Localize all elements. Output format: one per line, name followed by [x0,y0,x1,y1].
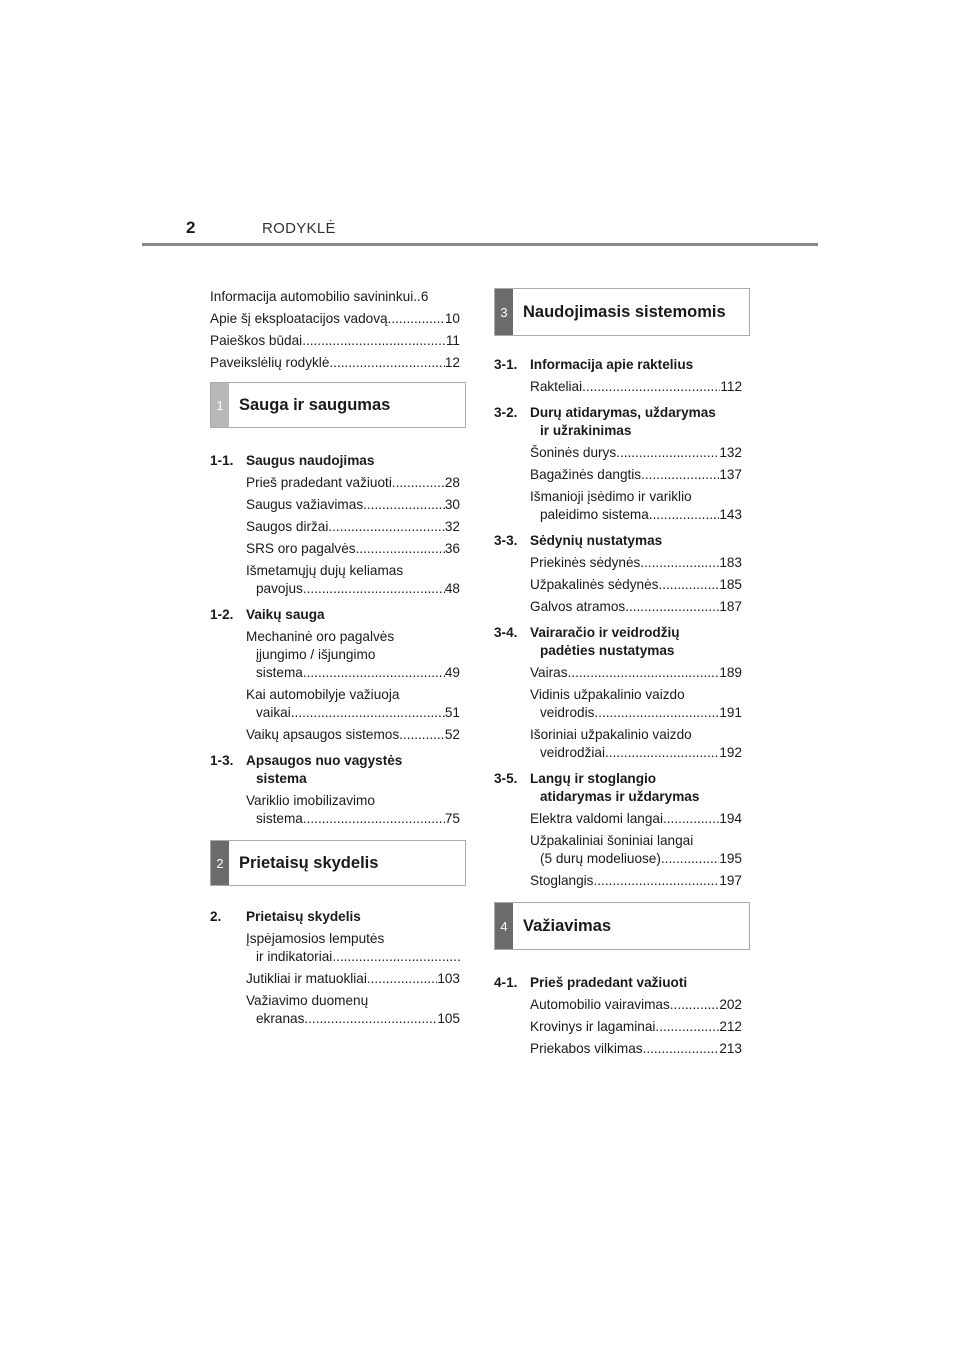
toc-entry[interactable] [210,930,460,966]
entry-text: Bagažinės dangtis [530,467,642,482]
section-1-1[interactable] [210,452,460,470]
toc-entry[interactable] [494,664,742,682]
entry-text: veidrodis [540,705,595,720]
entry-page: 36 [444,541,460,556]
toc-entry[interactable] [210,726,460,744]
toc-entry[interactable] [494,686,742,722]
toc-entry[interactable] [494,810,742,828]
toc-right-column [494,288,742,1058]
section-title: Vaikų sauga [246,607,325,622]
entry-page: 183 [719,555,742,570]
entry-page: 192 [719,745,742,760]
intro-item[interactable] [210,286,460,308]
entry-page: 212 [719,1019,742,1034]
entry-text: Krovinys ir lagaminai [530,1019,656,1034]
dot-leader [392,474,445,492]
entry-text: Rakteliai [530,379,583,394]
page-header-title: RODYKLĖ [262,220,336,237]
dot-leader [594,704,719,722]
section-1-2[interactable] [210,606,460,624]
entry-page: 30 [444,497,460,512]
dot-leader [568,664,720,682]
dot-leader [302,330,446,352]
entry-text: Užpakaliniai šoniniai langai [530,833,694,848]
dot-leader [582,378,720,396]
dot-leader [663,810,719,828]
entry-page: 202 [719,997,742,1012]
entry-page: 194 [719,811,742,826]
toc-entry[interactable] [494,488,742,524]
section-title: Prieš pradedant važiuoti [530,975,688,990]
dot-leader [661,850,719,868]
section-number: 3-5. [494,771,518,786]
entry-page: 105 [437,1011,460,1026]
section-3-4[interactable] [494,624,742,660]
dot-leader [303,810,445,828]
dot-leader [388,308,445,330]
entry-text: Prieš pradedant važiuoti [246,475,392,490]
entry-page: 10 [444,311,460,326]
entry-text: Elektra valdomi langai [530,811,663,826]
section-title-cont: sistema [256,771,307,786]
intro-item[interactable] [210,330,460,352]
section-3-3[interactable] [494,532,742,550]
toc-entry[interactable] [210,686,460,722]
entry-page: 75 [444,811,460,826]
section-3-2[interactable] [494,404,742,440]
section-title: Apsaugos nuo vagystės [246,753,403,768]
entry-text: sistema [256,811,303,826]
page-number: 2 [186,218,196,237]
section-2[interactable] [210,908,460,926]
entry-page: 185 [719,577,742,592]
chapter-2-title: Prietaisų skydelis [239,853,379,872]
section-4-1[interactable] [494,974,742,992]
section-title-cont: padėties nustatymas [540,643,675,658]
entry-page: 112 [720,379,742,394]
chapter-4-tab: 4 [495,903,513,949]
entry-page: 51 [444,705,460,720]
toc-entry[interactable] [494,378,742,396]
entry-text: Paveikslėlių rodyklė [210,355,330,370]
toc-entry[interactable] [210,474,460,492]
entry-text: vaikai [256,705,291,720]
dot-leader [303,664,445,682]
toc-entry[interactable] [494,466,742,484]
entry-text: Priekinės sėdynės [530,555,641,570]
toc-entry[interactable] [494,598,742,616]
toc-entry[interactable] [494,1018,742,1036]
entry-page: 12 [444,355,460,370]
entry-page: 187 [719,599,742,614]
section-number: 3-3. [494,533,518,548]
toc-entry[interactable] [494,554,742,572]
entry-page: 49 [444,665,460,680]
entry-text: Informacija automobilio savininkui [210,289,414,304]
dot-leader [367,970,437,988]
section-title: Durų atidarymas, uždarymas [530,405,716,420]
dot-leader [399,726,445,744]
entry-text: Variklio imobilizavimo [246,793,375,808]
entry-text: Įspėjamosios lemputės [246,931,385,946]
intro-item[interactable] [210,352,460,374]
toc-entry[interactable] [494,996,742,1014]
entry-text: Apie šį eksploatacijos vadovą [210,311,388,326]
toc-left-column [210,286,460,1028]
dot-leader [304,1010,437,1028]
chapter-3-box[interactable] [494,288,750,336]
intro-list [210,286,460,374]
chapter-1-box[interactable] [210,382,466,428]
section-number: 4-1. [494,975,518,990]
toc-entry[interactable] [210,540,460,558]
toc-entry[interactable] [210,792,460,828]
chapter-4-box[interactable] [494,902,750,950]
dot-leader [303,580,445,598]
section-title: Saugus naudojimas [246,453,375,468]
entry-text: Vidinis užpakalinio vaizdo [530,687,685,702]
dot-leader [605,744,719,762]
intro-item[interactable] [210,308,460,330]
toc-entry[interactable] [210,562,460,598]
entry-text: Važiavimo duomenų [246,993,369,1008]
section-title-cont: ir užrakinimas [540,423,632,438]
toc-entry[interactable] [494,726,742,762]
toc-entry[interactable] [210,628,460,682]
entry-text: SRS oro pagalvės [246,541,356,556]
entry-page: 52 [444,727,460,742]
toc-entry[interactable] [210,992,460,1028]
section-3-1[interactable] [494,356,742,374]
dot-leader [616,444,719,462]
entry-text: Galvos atramos [530,599,626,614]
toc-entry[interactable] [494,1040,742,1058]
entry-text: Saugos diržai [246,519,329,534]
toc-entry[interactable] [494,832,742,868]
entry-text: pavojus [256,581,303,596]
dot-leader [640,554,719,572]
dot-leader [643,1040,720,1058]
entry-text: Automobilio vairavimas [530,997,670,1012]
entry-page: 32 [444,519,460,534]
toc-entry[interactable] [210,518,460,536]
section-title: Sėdynių nustatymas [530,533,663,548]
entry-page: 28 [444,475,460,490]
dot-leader [649,506,720,524]
section-title: Vairaračio ir veidrodžių [530,625,680,640]
entry-page: 191 [719,705,742,720]
dot-leader [625,598,719,616]
dot-leader [593,872,719,890]
entry-dots: .. [413,289,421,304]
toc-entry[interactable] [494,872,742,890]
entry-page: 213 [719,1041,742,1056]
dot-leader [356,540,445,558]
dot-leader [670,996,720,1014]
toc-entry[interactable] [210,496,460,514]
entry-text: Užpakalinės sėdynės [530,577,659,592]
chapter-2-box[interactable] [210,840,466,886]
section-number: 1-1. [210,453,234,468]
chapter-3-title: Naudojimasis sistemomis [523,302,726,321]
entry-text: ekranas [256,1011,305,1026]
section-1-3[interactable] [210,752,460,788]
entry-text: Vairas [530,665,568,680]
dot-leader [332,948,460,966]
section-number: 3-1. [494,357,518,372]
dot-leader [363,496,445,514]
entry-text: Priekabos vilkimas [530,1041,643,1056]
section-number: 1-2. [210,607,234,622]
entry-page: 189 [719,665,742,680]
entry-text: Išmetamųjų dujų keliamas [246,563,404,578]
section-title: Informacija apie raktelius [530,357,694,372]
entry-page: 48 [444,581,460,596]
entry-text: Saugus važiavimas [246,497,364,512]
section-3-5[interactable] [494,770,742,806]
entry-page: 6 [420,289,429,304]
entry-text: Mechaninė oro pagalvės [246,629,395,644]
entry-text: įjungimo / išjungimo [256,647,376,662]
entry-text: Stoglangis [530,873,594,888]
chapter-2-tab: 2 [211,841,229,885]
section-title: Langų ir stoglangio [530,771,657,786]
section-number: 3-2. [494,405,518,420]
dot-leader [655,1018,719,1036]
chapter-1-tab: 1 [211,383,229,427]
entry-page: 137 [719,467,742,482]
chapter-1-title: Sauga ir saugumas [239,395,391,414]
section-number: 3-4. [494,625,518,640]
toc-entry[interactable] [494,576,742,594]
chapter-4-title: Važiavimas [523,916,612,935]
toc-entry[interactable] [210,970,460,988]
entry-page: 11 [445,333,460,348]
dot-leader [658,576,719,594]
dot-leader [641,466,719,484]
entry-text: Išmanioji įsėdimo ir variklio [530,489,692,504]
toc-entry[interactable] [494,444,742,462]
entry-text: sistema [256,665,303,680]
entry-text: veidrodžiai [540,745,605,760]
entry-text: Vaikų apsaugos sistemos [246,727,400,742]
dot-leader [328,518,445,536]
section-number: 1-3. [210,753,234,768]
entry-page: 143 [719,507,742,522]
entry-page: 195 [719,851,742,866]
chapter-3-tab: 3 [495,289,513,335]
entry-page: 103 [437,971,460,986]
entry-text: ir indikatoriai [256,949,333,964]
entry-text: Jutikliai ir matuokliai [246,971,367,986]
dot-leader [291,704,445,722]
section-title-cont: atidarymas ir uždarymas [540,789,700,804]
section-number: 2. [210,909,222,924]
entry-text: Paieškos būdai [210,333,303,348]
entry-page: 197 [719,873,742,888]
entry-page: 132 [719,445,742,460]
entry-text: (5 durų modeliuose) [540,851,661,866]
entry-text: Šoninės durys [530,445,617,460]
entry-text: Išoriniai užpakalinio vaizdo [530,727,692,742]
entry-text: Kai automobilyje važiuoja [246,687,400,702]
header-rule [142,243,818,246]
dot-leader [329,352,444,374]
section-title: Prietaisų skydelis [246,909,361,924]
entry-text: paleidimo sistema [540,507,649,522]
